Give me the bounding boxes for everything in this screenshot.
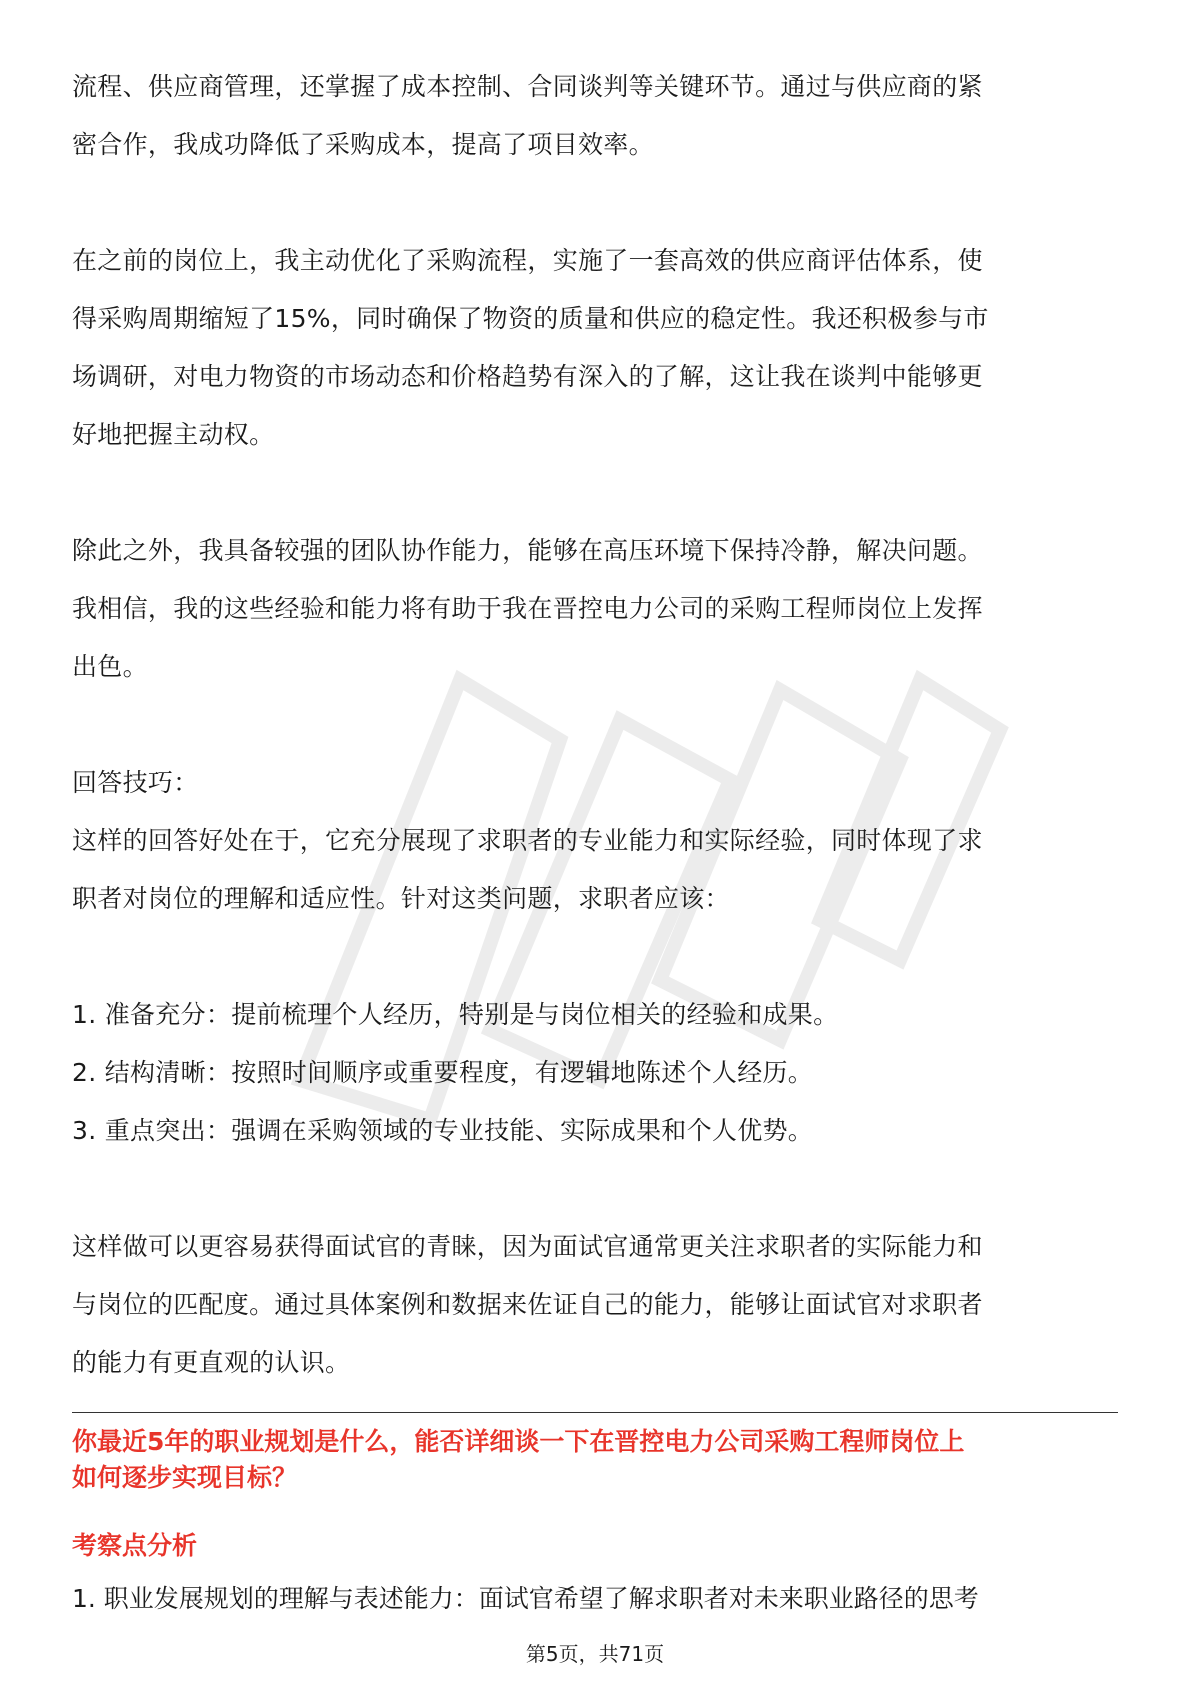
text-line: 这样的回答好处在于，它充分展现了求职者的专业能力和实际经验，同时体现了求 — [72, 826, 983, 855]
tips-intro — [72, 812, 1118, 928]
paragraph-closing — [72, 1218, 1118, 1392]
question-line: 你最近5年的职业规划是什么，能否详细谈一下在晋控电力公司采购工程师岗位上 — [72, 1427, 965, 1456]
tips-label: 回答技巧： — [72, 768, 199, 797]
list-item: 3. 重点突出：强调在采购领域的专业技能、实际成果和个人优势。 — [72, 1116, 814, 1145]
text-line: 的能力有更直观的认识。 — [72, 1348, 351, 1377]
text-line: 得采购周期缩短了15%，同时确保了物资的质量和供应的稳定性。我还积极参与市 — [72, 304, 989, 333]
text-line: 与岗位的匹配度。通过具体案例和数据来佐证自己的能力，能够让面试官对求职者 — [72, 1290, 983, 1319]
paragraph-teamwork — [72, 522, 1118, 696]
text-line: 密合作，我成功降低了采购成本，提高了项目效率。 — [72, 130, 654, 159]
list-item: 1. 准备充分：提前梳理个人经历，特别是与岗位相关的经验和成果。 — [72, 1000, 839, 1029]
list-item: 2. 结构清晰：按照时间顺序或重要程度，有逻辑地陈述个人经历。 — [72, 1058, 814, 1087]
text-line: 流程、供应商管理，还掌握了成本控制、合同谈判等关键环节。通过与供应商的紧 — [72, 72, 983, 101]
body-content — [72, 58, 1118, 1392]
text-line: 我相信，我的这些经验和能力将有助于我在晋控电力公司的采购工程师岗位上发挥 — [72, 594, 983, 623]
analysis-heading: 考察点分析 — [72, 1531, 198, 1560]
text-line: 好地把握主动权。 — [72, 420, 275, 449]
analysis-item: 1. 职业发展规划的理解与表述能力：面试官希望了解求职者对未来职业路径的思考 — [72, 1584, 979, 1613]
text-line: 这样做可以更容易获得面试官的青睐，因为面试官通常更关注求职者的实际能力和 — [72, 1232, 983, 1261]
section-divider — [72, 1412, 1118, 1413]
question-heading — [72, 1424, 1118, 1496]
text-line: 在之前的岗位上，我主动优化了采购流程，实施了一套高效的供应商评估体系，使 — [72, 246, 983, 275]
text-line: 职者对岗位的理解和适应性。针对这类问题，求职者应该： — [72, 884, 730, 913]
question-line: 如何逐步实现目标？ — [72, 1463, 298, 1492]
text-line: 出色。 — [72, 652, 148, 681]
text-line: 场调研，对电力物资的市场动态和价格趋势有深入的了解，这让我在谈判中能够更 — [72, 362, 983, 391]
paragraph-experience — [72, 58, 1118, 174]
paragraph-achievements — [72, 232, 1118, 464]
page-number: 第5页，共71页 — [525, 1642, 665, 1666]
text-line: 除此之外，我具备较强的团队协作能力，能够在高压环境下保持冷静，解决问题。 — [72, 536, 983, 565]
tips-list — [72, 986, 1118, 1160]
